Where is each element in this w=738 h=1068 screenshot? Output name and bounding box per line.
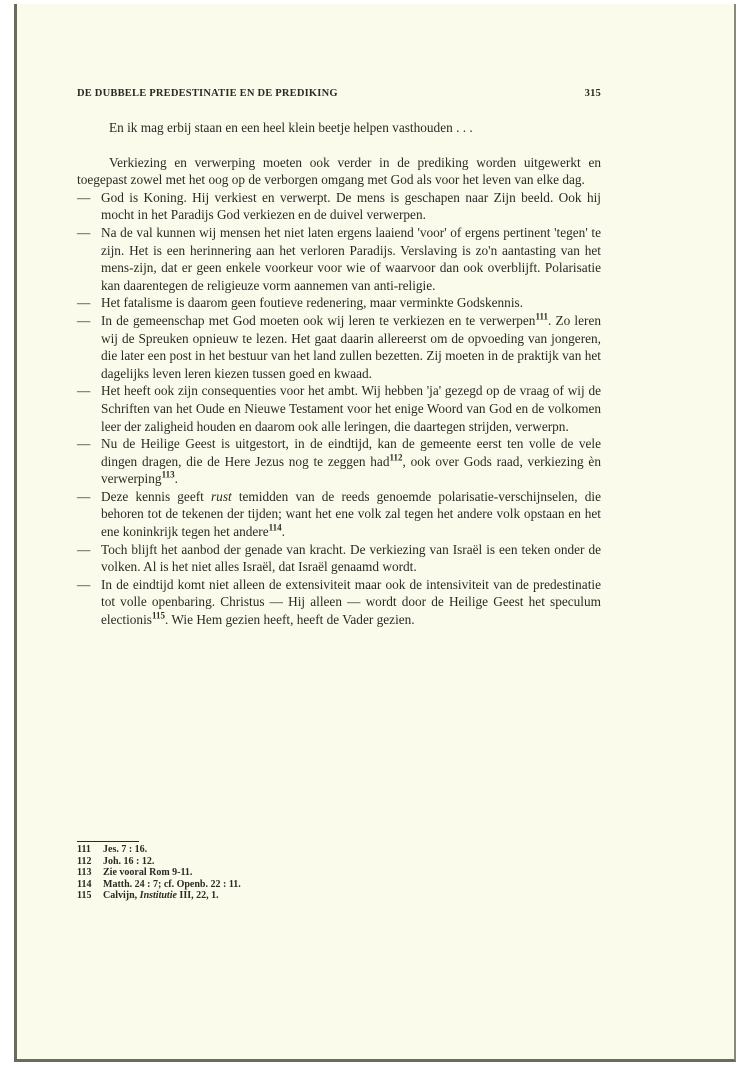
chapter-title: DE DUBBELE PREDESTINATIE EN DE PREDIKING [77,88,338,99]
list-item: — In de eindtijd komt niet alleen de extensiviteit maar ook de intensiviteit van de predestinatie tot volle openbaring. Christus — Hij alleen — wordt door de Heilige Geest het speculum electionis$^{115}$. Wie Hem gezien heeft, heeft de Vader gezien. [77,576,601,628]
dash-marker: — [77,488,91,504]
page-number: 315 [584,88,601,99]
book-page [14,4,736,1062]
footnote: 112 Joh. 16 : 12. [77,855,155,867]
footnote-number: 111 [77,844,91,855]
dash-marker: — [77,436,91,452]
list-item: — Toch blijft het aanbod der genade van kracht. De verkiezing van Israël is een teken onder de volken. Al is het niet alles Israël, dat Israël genaamd wordt. [77,541,601,575]
footnote-number: 112 [77,855,92,867]
footnote-number: 113 [77,867,92,879]
footnote-ref: 112 [389,452,403,463]
footnote-divider [77,841,139,842]
running-header [77,88,601,99]
footnote: 115 Calvijn, Institutie III, 22, 1. [77,890,219,902]
dash-marker: — [77,312,91,328]
paragraph: Verkiezing en verwerping moeten ook verder in de prediking worden uitgewerkt en toegepast zowel met het oog op de verborgen omgang met God als voor het leven van elke dag. [77,154,601,188]
emphasis: rust [211,488,232,504]
footnote-ref: 115 [151,610,165,621]
footnote-number: 114 [77,878,92,890]
dash-marker: — [77,576,91,592]
emphasis: Institutie [139,890,177,902]
footnotes [77,844,577,902]
list-item: — Deze kennis geeft rust temidden van de reeds genoemde polarisatie-verschijnselen, die behoren tot de tekenen der tijden; want het ene volk zal tegen het andere volk opstaan en het ene koninkrijk tegen het andere$^{114}$. [77,488,601,540]
dash-marker: — [77,295,91,311]
footnote: 111 Jes. 7 : 16. [77,844,148,855]
dash-marker: — [77,541,91,557]
list-item: — Het fatalisme is daarom geen foutieve redenering, maar verminkte Godskennis. [77,295,524,311]
dash-list [77,189,601,629]
list-item: — Na de val kunnen wij mensen het niet laten ergens laaiend 'voor' of ergens pertinent 'tegen' te zijn. Het is een herinnering aan het verloren Paradijs. Verslaving is zo'n aantasting van het mens-zijn, dat er geen enkele voorkeur voor wie of waarvoor dan ook overblijft. Polarisatie kan daarentegen de religieuze vorm aannemen van anti-religie. [77,224,601,293]
list-item: — Nu de Heilige Geest is uitgestort, in de eindtijd, kan de gemeente eerst ten volle de vele dingen dragen, die de Here Jezus nog te zeggen had$^{112}$, ook over Gods raad, verkiezing èn verwerping$^{113}$. [77,436,601,487]
intro-line: En ik mag erbij staan en een heel klein beetje helpen vasthouden . . . [109,120,473,135]
footnote: 113 Zie vooral Rom 9-11. [77,867,193,879]
dash-marker: — [77,383,91,399]
footnote-ref: 111 [535,311,548,322]
main-text [77,119,601,629]
list-item: — God is Koning. Hij verkiest en verwerpt. De mens is geschapen naar Zijn beeld. Ook hij mocht in het Paradijs God verkiezen en de duivel verwerpen. [77,189,601,223]
footnote-number: 115 [77,890,92,902]
footnote-ref: 114 [268,522,282,533]
list-item: — Het heeft ook zijn consequenties voor het ambt. Wij hebben 'ja' gezegd op de vraag of wij de Schriften van het Oude en Nieuwe Testament voor het enige Woord van God en de volkomen leer der zaligheid houden en daarom ook alle leringen, die daartegen strijden, verwerpn. [77,383,601,434]
footnote-ref: 113 [161,469,175,480]
dash-marker: — [77,189,91,205]
footnote: 114 Matth. 24 : 7; cf. Openb. 22 : 11. [77,878,241,890]
list-item: — In de gemeenschap met God moeten ook wij leren te verkiezen en te verwerpen$^{111}$. Zo leren wij de Spreuken opnieuw te lezen. Het gaat daarin allereerst om de opvoeding van jongeren, die later een post in het bestuur van het land zullen bezetten. Zij moeten in de praktijk van het dagelijks leven leren kiezen tussen goed en kwaad. [77,311,601,381]
dash-marker: — [77,224,91,240]
